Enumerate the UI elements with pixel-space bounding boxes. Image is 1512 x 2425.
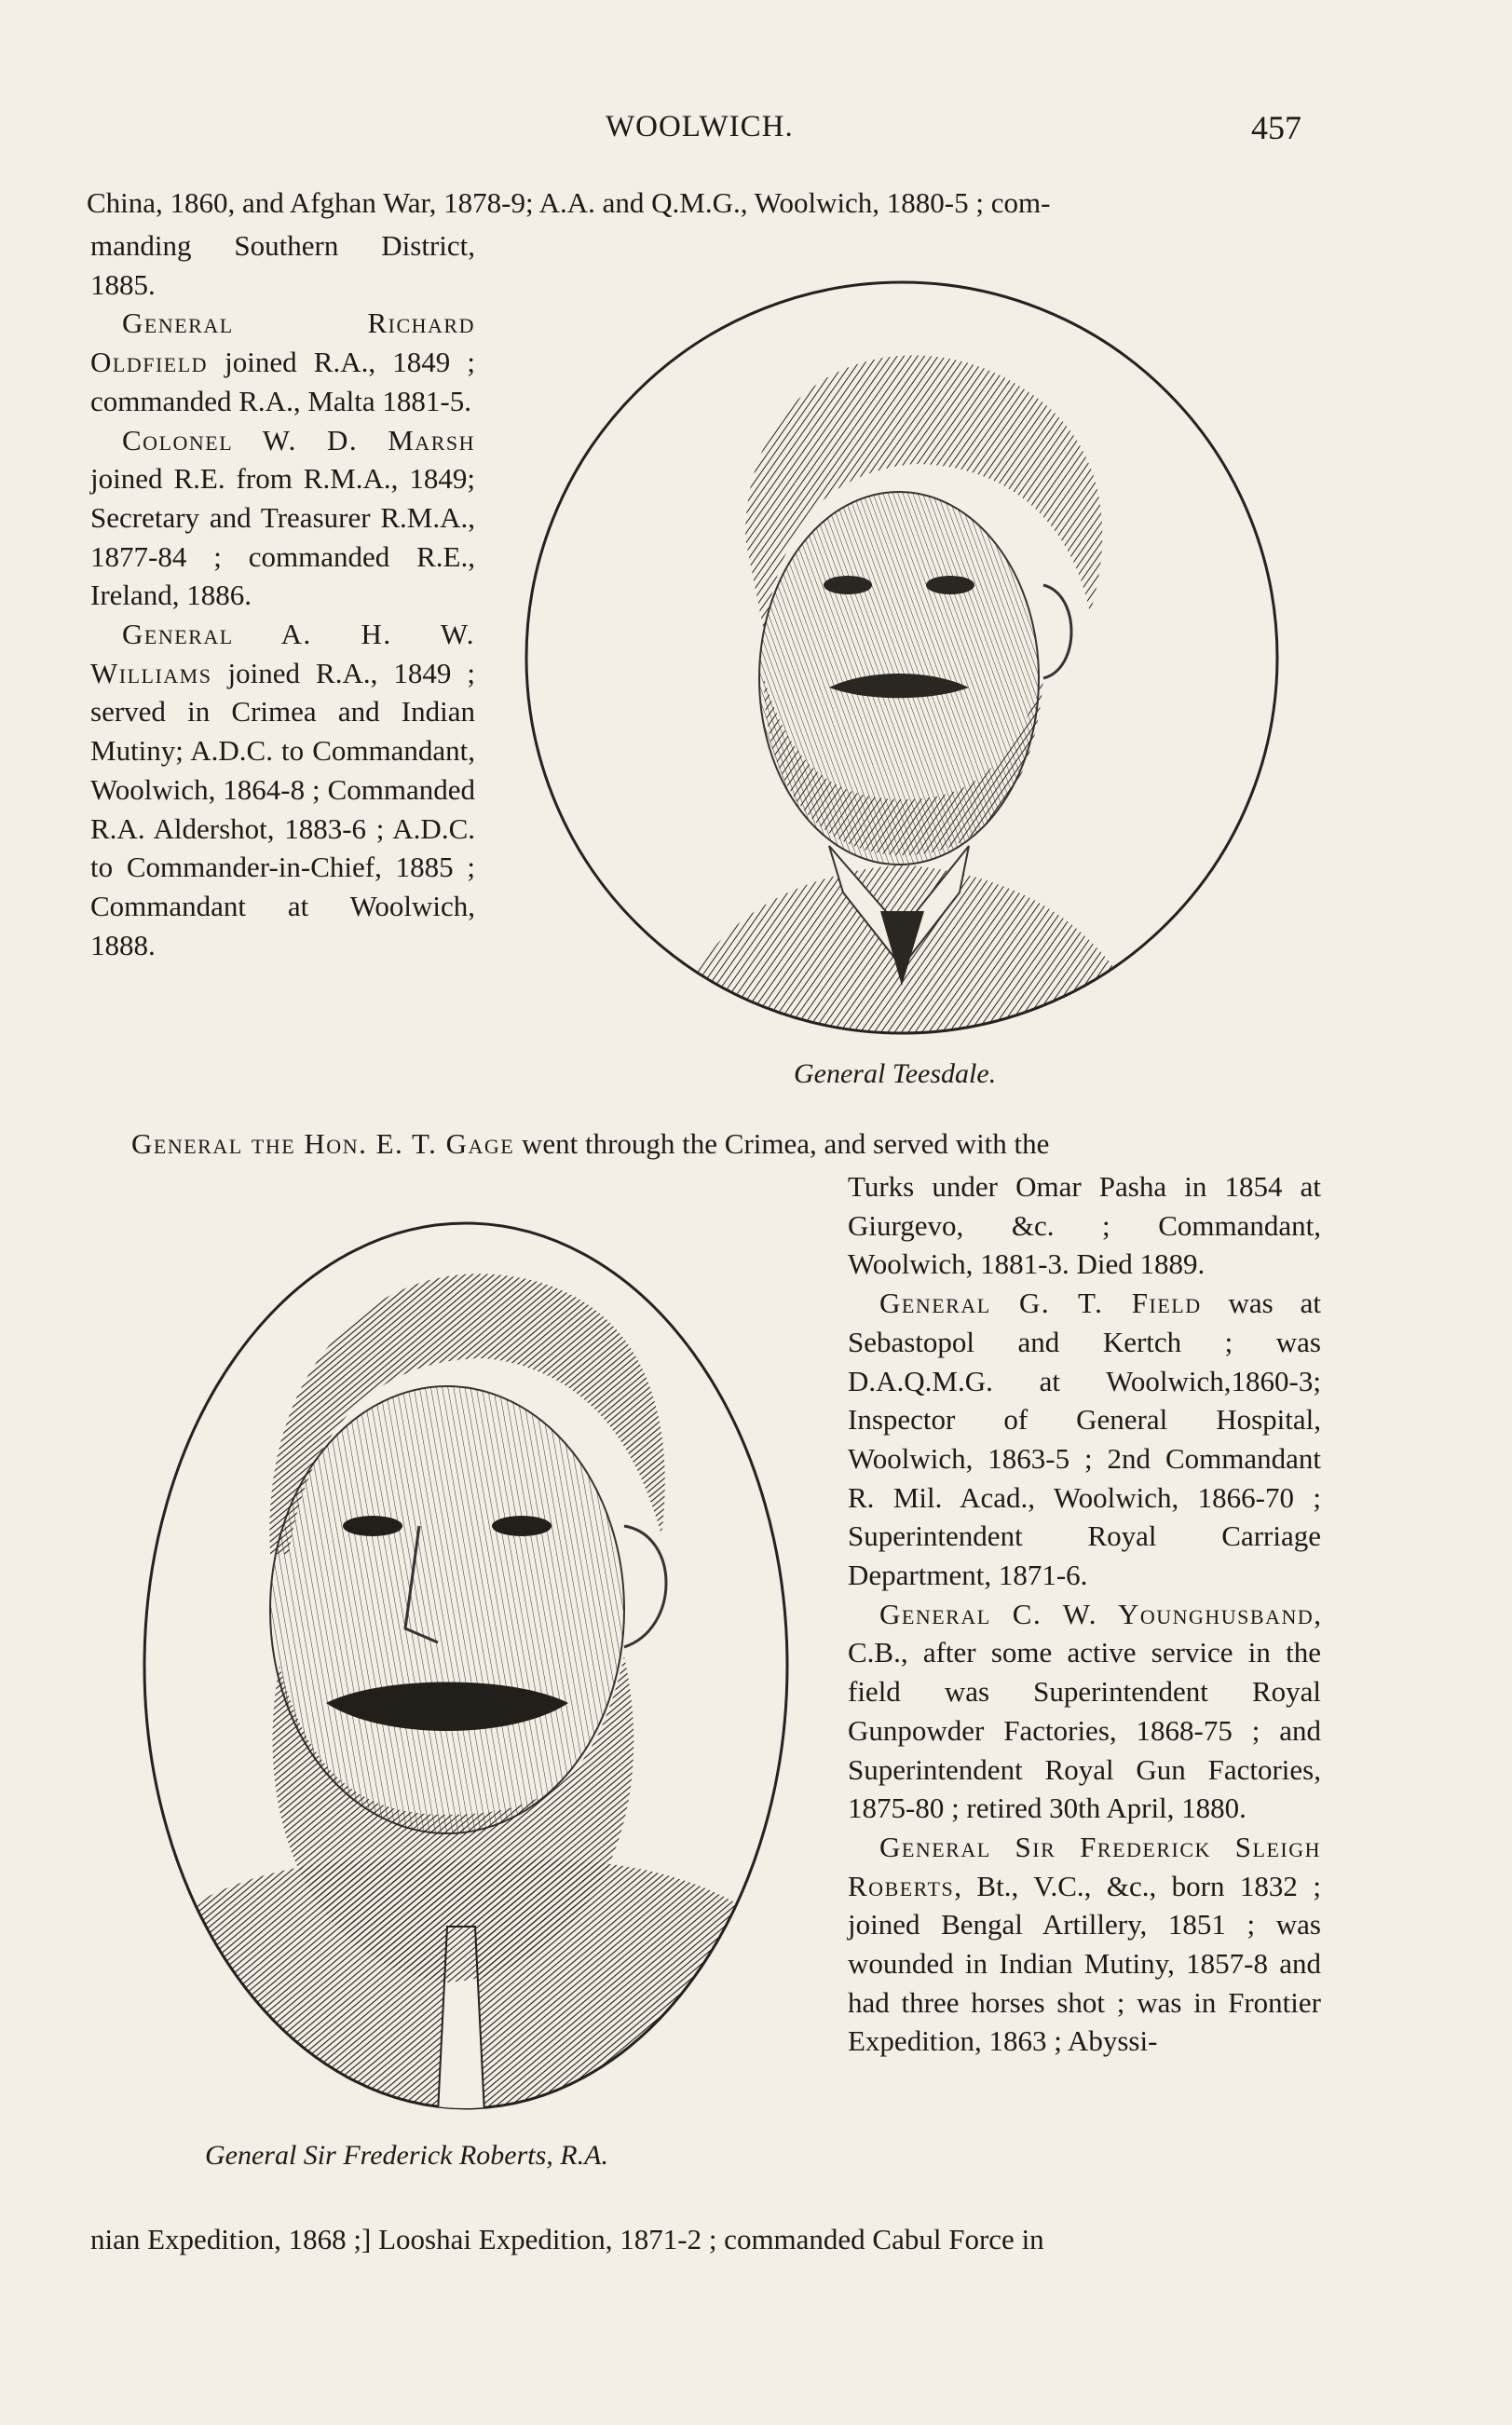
- text-field: was at Sebastopol and Kertch ; was D.A.Q.M.G. at Woolwich,1860-3; Inspector of General Hospital, Woolwich, 1863-5 ; 2nd Commandant R. Mil. Acad., Woolwich, 1866-70 ; Superintendent Royal Carriage Department, 1871-6.: [848, 1287, 1321, 1592]
- intro-line: China, 1860, and Afghan War, 1878-9; A.A. and Q.M.G., Woolwich, 1880-5 ; com-: [87, 186, 1051, 219]
- name-younghusband: General C. W. Younghusband: [879, 1597, 1314, 1630]
- paragraph-oldfield: [90, 304, 475, 420]
- paragraph-gage-continued: Turks under Omar Pasha in 1854 at Giurgevo, &c. ; Commandant, Woolwich, 1881-3. Died 1889.: [848, 1170, 1321, 1281]
- portrait-teesdale: [522, 278, 1282, 1038]
- left-column-text: [90, 226, 475, 964]
- caption-roberts: General Sir Frederick Roberts, R.A.: [205, 2140, 608, 2171]
- name-oldfield: General Richard Oldfield: [90, 307, 475, 379]
- portrait-roberts: [140, 1219, 792, 2113]
- name-marsh: Colonel W. D. Marsh: [122, 423, 475, 456]
- text-marsh: joined R.E. from R.M.A., 1849; Secretary and Treasurer R.M.A., 1877-84 ; commanded R.E., Ireland, 1886.: [90, 462, 475, 612]
- paragraph-marsh: [90, 421, 475, 616]
- paragraph-younghusband: [848, 1595, 1321, 1828]
- last-line: nian Expedition, 1868 ;] Looshai Expedition, 1871-2 ; commanded Cabul Force in: [90, 2223, 1044, 2255]
- text-oldfield: joined R.A., 1849 ; commanded R.A., Malta 1881-5.: [90, 346, 475, 417]
- caption-teesdale: General Teesdale.: [794, 1058, 997, 1089]
- gage-first-line: [131, 1127, 1314, 1161]
- name-field: General G. T. Field: [879, 1287, 1202, 1320]
- running-header-title: WOOLWICH.: [606, 110, 794, 143]
- name-gage: General the Hon. E. T. Gage: [131, 1127, 515, 1160]
- text-gage-line1: went through the Crimea, and served with the: [514, 1127, 1050, 1160]
- name-williams: General A. H. W. Williams: [90, 618, 475, 689]
- page-number: 457: [1251, 109, 1301, 146]
- name-roberts: General Sir Frederick Sleigh Roberts: [848, 1830, 1321, 1902]
- paragraph-field: [848, 1284, 1321, 1595]
- paragraph-williams: [90, 615, 475, 964]
- paragraph-southern-district: manding Southern District, 1885.: [90, 229, 475, 301]
- text-williams: joined R.A., 1849 ; served in Crimea and Indian Mutiny; A.D.C. to Commandant, Woolwich, 1864-8 ; Commanded R.A. Aldershot, 1883-6 ; A.D.C. to Commander-in-Chief, 1885 ; Commandant at Woolwich, 1888.: [90, 656, 475, 961]
- paragraph-roberts: [848, 1828, 1321, 2061]
- right-column-text: [848, 1167, 1321, 2061]
- text-younghusband: , C.B., after some active service in the field was Superintendent Royal Gunpowder Factories, 1868-75 ; and Superintendent Royal Gun Factories, 1875-80 ; retired 30th April, 1880.: [848, 1597, 1321, 1825]
- text-roberts: , Bt., V.C., &c., born 1832 ; joined Bengal Artillery, 1851 ; was wounded in Indian Mutiny, 1857-8 and had three horses shot ; was in Frontier Expedition, 1863 ; Abyssi-: [848, 1869, 1321, 2058]
